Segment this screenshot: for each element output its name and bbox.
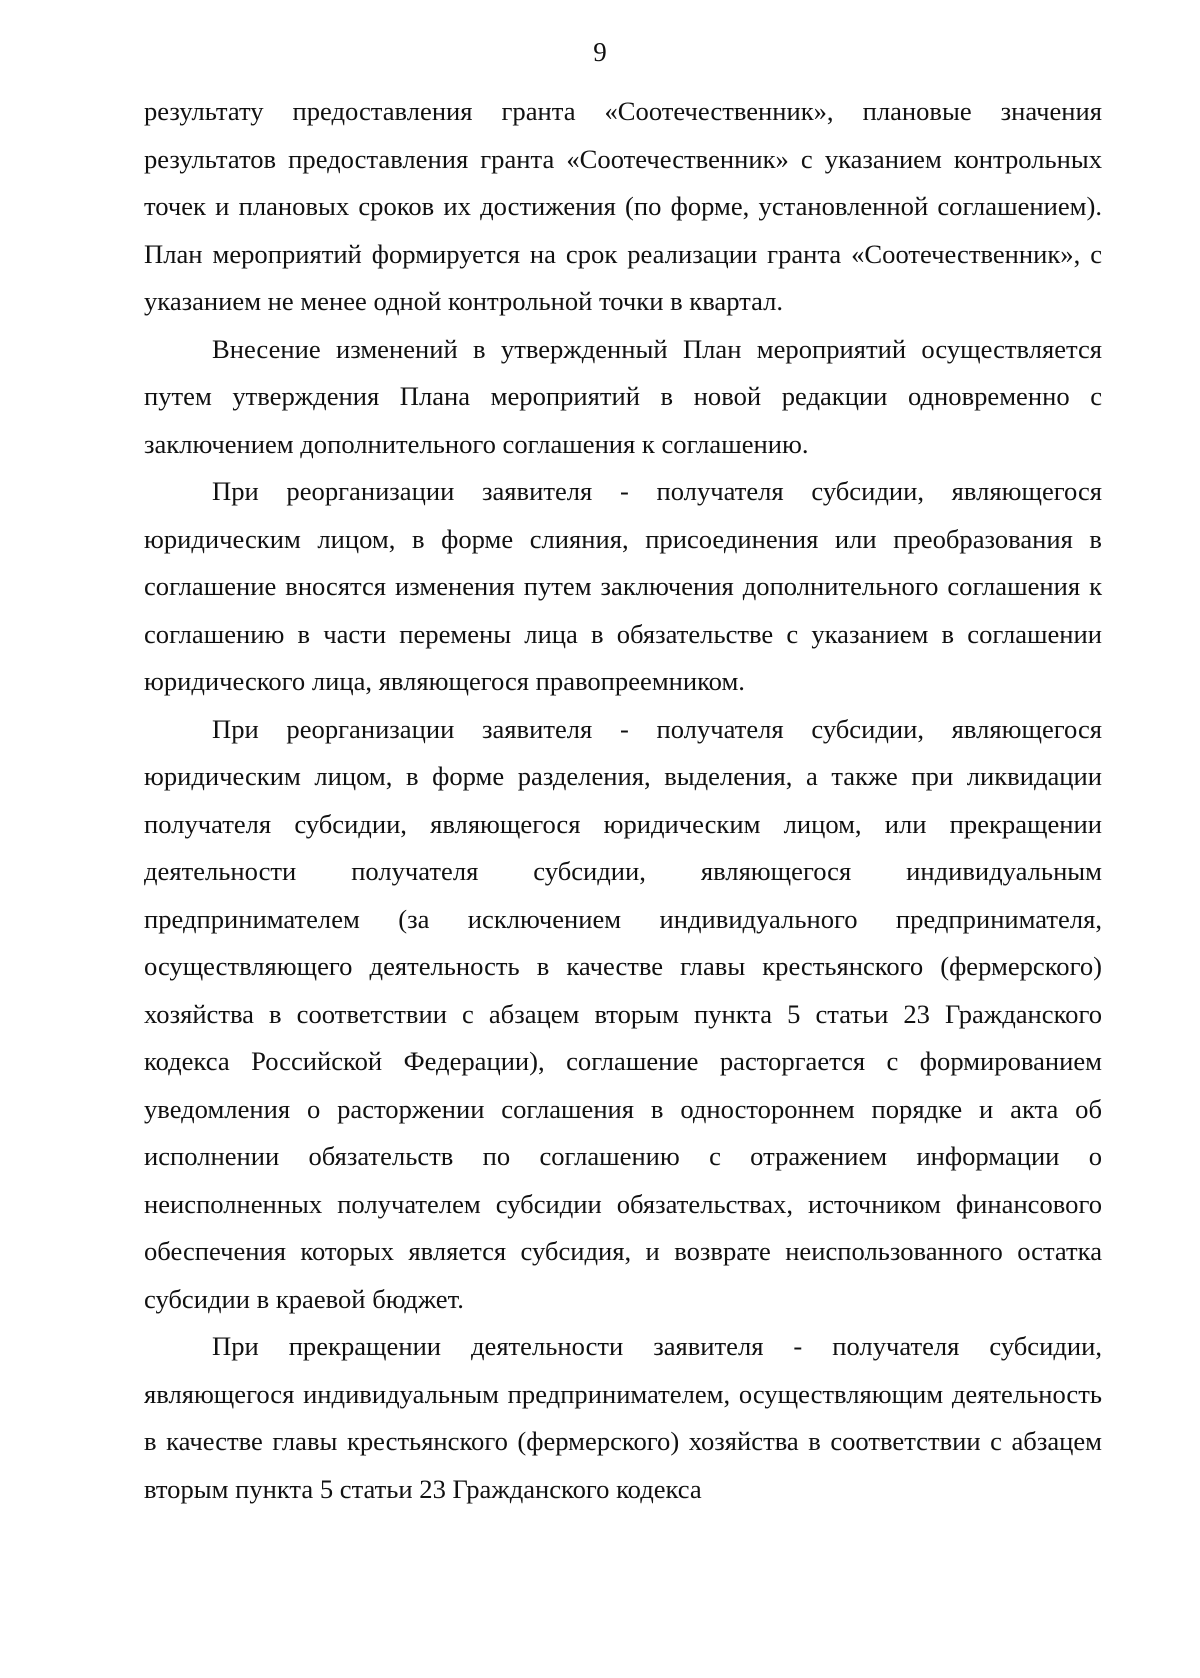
paragraph-5: При прекращении деятельности заявителя - получателя субсидии, являющегося индивидуальным предпринимателем, осуществляющим деятельность в качестве главы крестьянского (фермерского) хозяйства в соответствии с абзацем вторым пункта 5 статьи 23 Гражданского кодекса — [144, 1331, 1102, 1504]
page-number: 9 — [593, 37, 607, 67]
document-body — [144, 88, 1102, 1513]
paragraph-4: При реорганизации заявителя - получателя субсидии, являющегося юридическим лицом, в форме разделения, выделения, а также при ликвидации получателя субсидии, являющегося юридическим лицом, или прекращении деятельности получателя субсидии, являющегося индивидуальным предпринимателем (за исключением индивидуального предпринимателя, осуществляющего деятельность в качестве главы крестьянского (фермерского) хозяйства в соответствии с абзацем вторым пункта 5 статьи 23 Гражданского кодекса Российской Федерации), соглашение расторгается с формированием уведомления о расторжении соглашения в одностороннем порядке и акта об исполнении обязательств по соглашению с отражением информации о неисполненных получателем субсидии обязательствах, источником финансового обеспечения которых является субсидия, и возврате неиспользованного остатка субсидии в краевой бюджет. — [144, 713, 1102, 1314]
paragraph-2: Внесение изменений в утвержденный План мероприятий осуществляется путем утверждения Плана мероприятий в новой редакции одновременно с заключением дополнительного соглашения к соглашению. — [144, 333, 1102, 459]
paragraph-3: При реорганизации заявителя - получателя субсидии, являющегося юридическим лицом, в форме слияния, присоединения или преобразования в соглашение вносятся изменения путем заключения дополнительного соглашения к соглашению в части перемены лица в обязательстве с указанием в соглашении юридического лица, являющегося правопреемником. — [144, 476, 1102, 696]
paragraph-1: результату предоставления гранта «Соотечественник», плановые значения результатов предоставления гранта «Соотечественник» с указанием контрольных точек и плановых сроков их достижения (по форме, установленной соглашением). План мероприятий формируется на срок реализации гранта «Соотечественник», с указанием не менее одной контрольной точки в квартал. — [144, 96, 1102, 316]
